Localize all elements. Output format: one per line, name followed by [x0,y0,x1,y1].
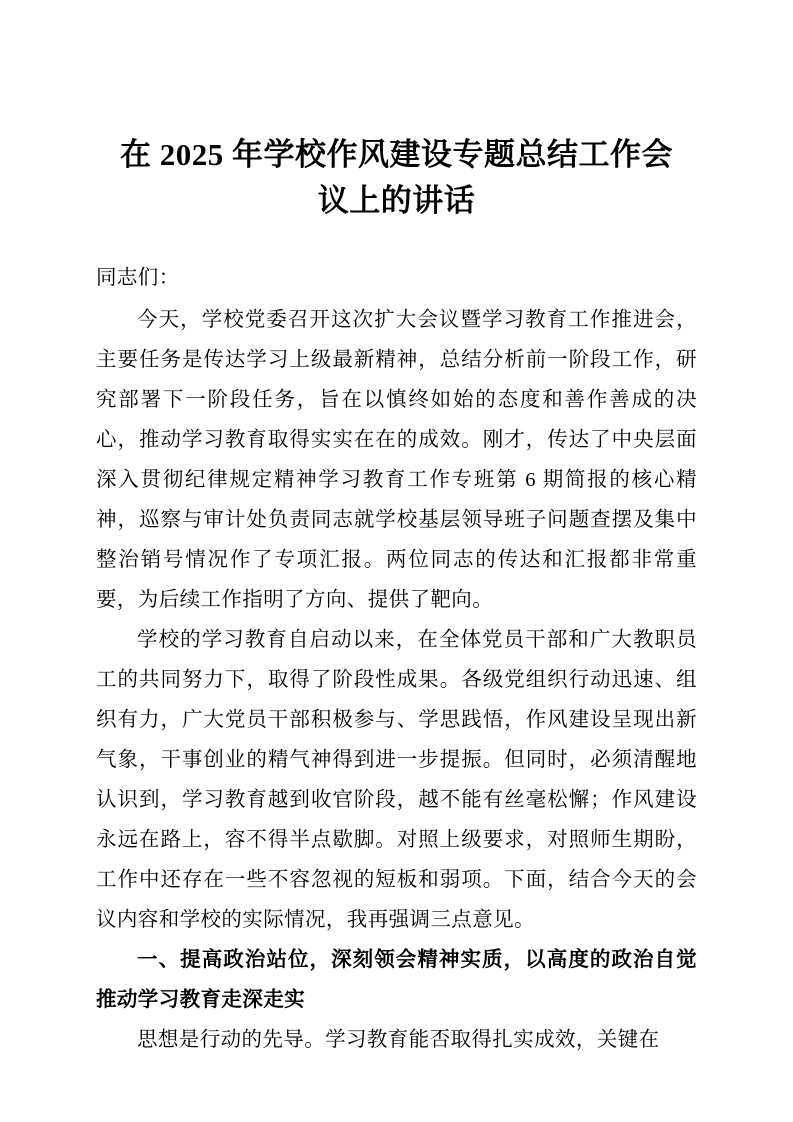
paragraph-1: 今天，学校党委召开这次扩大会议暨学习教育工作推进会，主要任务是传达学习上级最新精神，总结分析前一阶段工作，研究部署下一阶段任务，旨在以慎终如始的态度和善作善成的决心，推动学习教育取得实实在在的成效。刚才，传达了中央层面深入贯彻纪律规定精神学习教育工作专班第 6 期简报的核心精神，巡察与审计处负责同志就学校基层领导班子问题查摆及集中整治销号情况作了专项汇报。两位同志的传达和汇报都非常重要，为后续工作指明了方向、提供了靶向。 [96,309,697,611]
salutation: 同志们： [96,267,180,289]
page-title: 在 2025 年学校作风建设专题总结工作会议上的讲话 [120,137,673,218]
paragraph-2: 学校的学习教育自启动以来，在全体党员干部和广大教职员工的共同努力下，取得了阶段性成果。各级党组织行动迅速、组织有力，广大党员干部积极参与、学思践悟，作风建设呈现出新气象，干事创业的精气神得到进一步提振。但同时，必须清醒地认识到，学习教育越到收官阶段，越不能有丝毫松懈；作风建设永远在路上，容不得半点歇脚。对照上级要求，对照师生期盼，工作中还存在一些不容忽视的短板和弱项。下面，结合今天的会议内容和学校的实际情况，我再强调三点意见。 [96,629,697,931]
paragraph-3: 思想是行动的先导。学习教育能否取得扎实成效，关键在 [137,1029,660,1051]
section-heading-1: 一、提高政治站位，深刻领会精神实质，以高度的政治自觉推动学习教育走深走实 [96,949,697,1011]
